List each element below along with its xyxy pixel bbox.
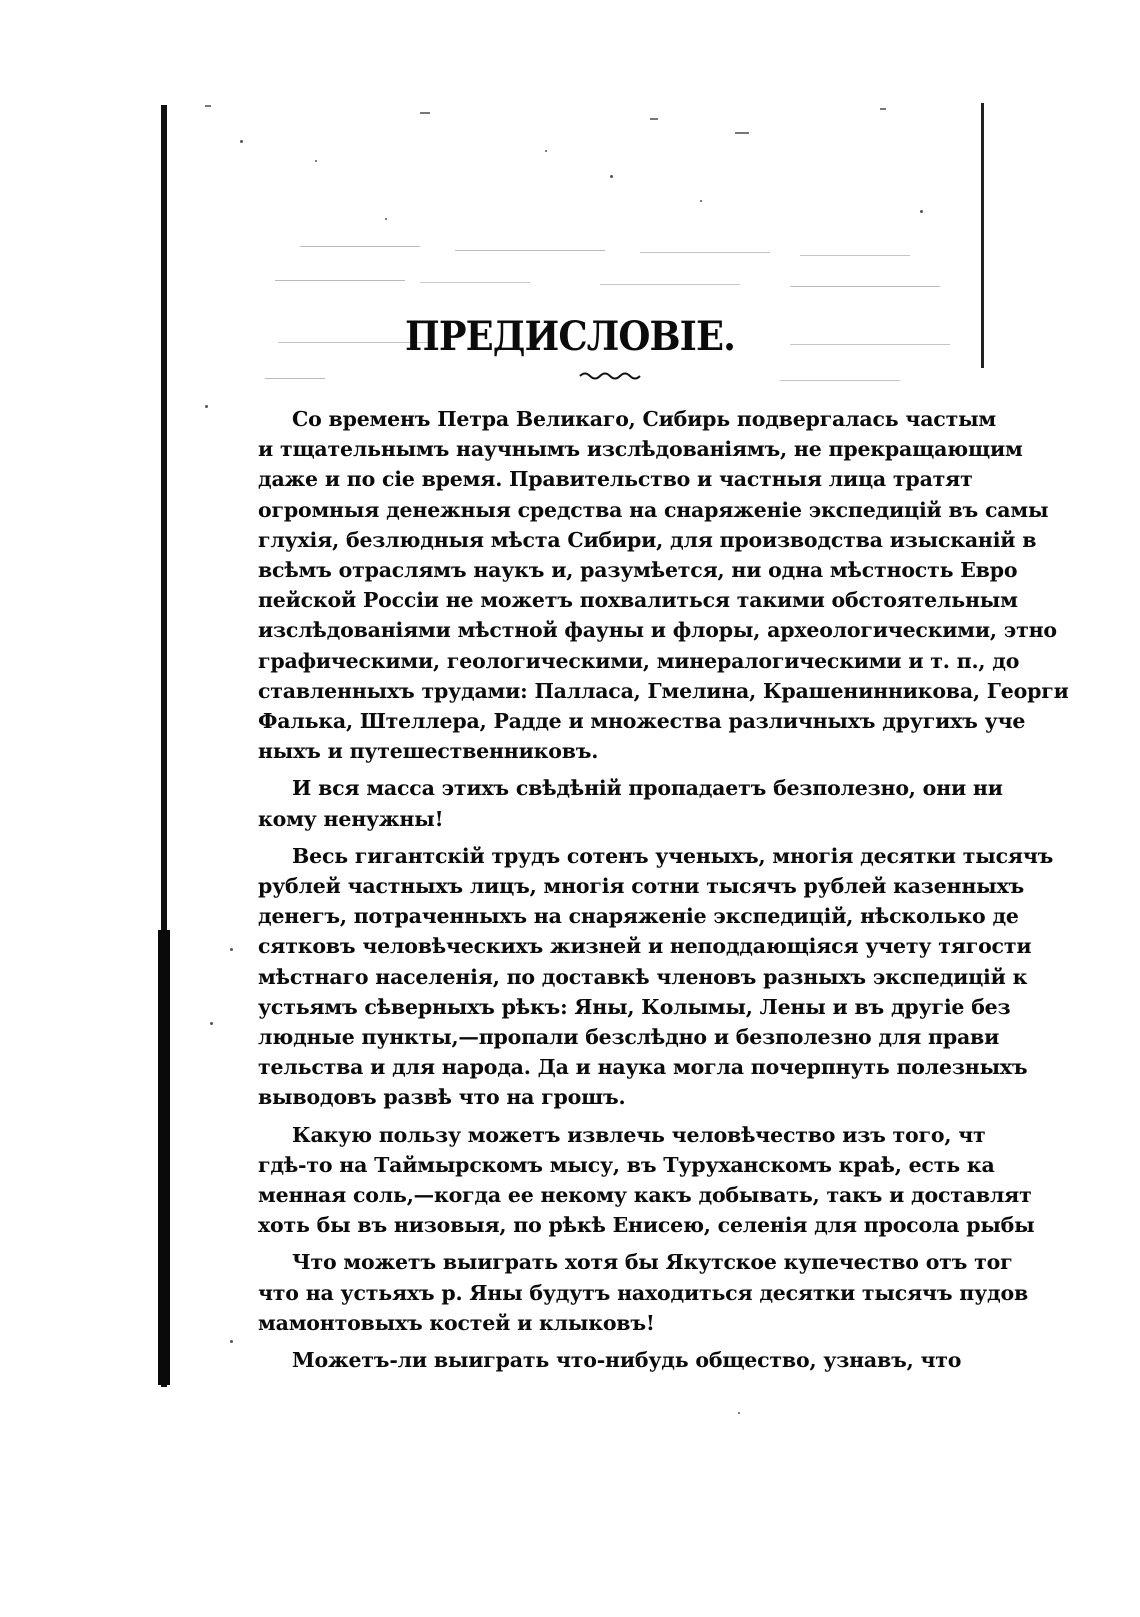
paragraph-5	[258, 1247, 1028, 1338]
text-line: хоть бы въ низовыя, по рѣкѣ Енисею, селенія для просола рыбы	[258, 1213, 1035, 1238]
text-line: сятковъ человѣческихъ жизней и неподдающіяся учету тягости	[258, 934, 1032, 959]
text-line: менная соль,—когда ее некому какъ добывать, такъ и доставлят	[258, 1183, 1032, 1208]
text-line: мѣстнаго населенія, по доставкѣ членовъ разныхъ экспедицій к	[258, 964, 1028, 989]
text-line: даже и по сіе время. Правительство и частныя лица тратят	[258, 467, 973, 492]
text-line: и тщательнымъ научнымъ изслѣдованіямъ, не прекращающим	[258, 437, 1023, 462]
text-line: мамонтовыхъ костей и клыковъ!	[258, 1310, 655, 1335]
text-line: огромныя денежныя средства на снаряженіе экспедицій въ самы	[258, 497, 1049, 522]
text-line: гдѣ-то на Таймырскомъ мысу, въ Туруханскомъ краѣ, есть ка	[258, 1152, 995, 1177]
text-line: Что можетъ выиграть хотя бы Якутское купечество отъ тог	[292, 1250, 1013, 1275]
text-line: что на устьяхъ р. Яны будутъ находиться десятки тысячъ пудов	[258, 1280, 1028, 1305]
text-line: Со временъ Петра Великаго, Сибирь подвергалась частым	[292, 407, 997, 431]
paragraph-1	[258, 404, 1069, 766]
text-line: И вся масса этихъ свѣдѣній пропадаетъ безполезно, они ни	[292, 776, 1003, 801]
text-line: глухія, безлюдныя мѣста Сибири, для производства изысканій в	[258, 527, 1037, 552]
paragraph-3	[258, 841, 1054, 1113]
preface-text	[258, 404, 1069, 1404]
text-line: рублей частныхъ лицъ, многія сотни тысячъ рублей казенныхъ	[258, 874, 1025, 899]
text-line: Фалька, Штеллера, Радде и множества различныхъ другихъ уче	[258, 709, 1026, 734]
text-line: Какую пользу можетъ извлечь человѣчество изъ того, чт	[292, 1122, 986, 1147]
text-line: денегъ, потраченныхъ на снаряженіе экспедицій, нѣсколько де	[258, 904, 1019, 929]
paragraph-4	[258, 1120, 1035, 1241]
paragraph-2	[258, 773, 1003, 833]
text-line: Весь гигантскій трудъ сотенъ ученыхъ, многія десятки тысячъ	[292, 843, 1054, 868]
text-line: кому ненужны!	[258, 806, 444, 831]
text-line: выводовъ развѣ что на грошъ.	[258, 1085, 626, 1110]
text-line: тельства и для народа. Да и наука могла почерпнуть полезныхъ	[258, 1055, 1028, 1080]
text-line: пейской Россіи не можетъ похвалиться такими обстоятельным	[258, 588, 1018, 613]
text-line: людные пункты,—пропали безслѣдно и безполезно для прави	[258, 1025, 1000, 1050]
text-line: изслѣдованіями мѣстной фауны и флоры, археологическими, этно	[258, 618, 1057, 643]
text-line: графическими, геологическими, минералогическими и т. п., до	[258, 648, 1020, 673]
text-line: устьямъ сѣверныхъ рѣкъ: Яны, Колымы, Лены и въ другіе без	[258, 994, 1011, 1019]
text-line: ставленныхъ трудами: Палласа, Гмелина, Крашенинникова, Георги	[258, 678, 1069, 703]
title-tilde-ornament-icon	[578, 370, 644, 380]
text-line: всѣмъ отраслямъ наукъ и, разумѣется, ни одна мѣстность Евро	[258, 558, 1018, 583]
paragraph-6	[258, 1345, 983, 1375]
left-scan-edge-shadow	[158, 930, 170, 1385]
text-line: Можетъ-ли выиграть что-нибудь общество, узнавъ, что	[292, 1348, 962, 1373]
text-line: ныхъ и путешественниковъ.	[258, 739, 599, 764]
page-title: ПРЕДИСЛОВІЕ.	[405, 313, 735, 360]
